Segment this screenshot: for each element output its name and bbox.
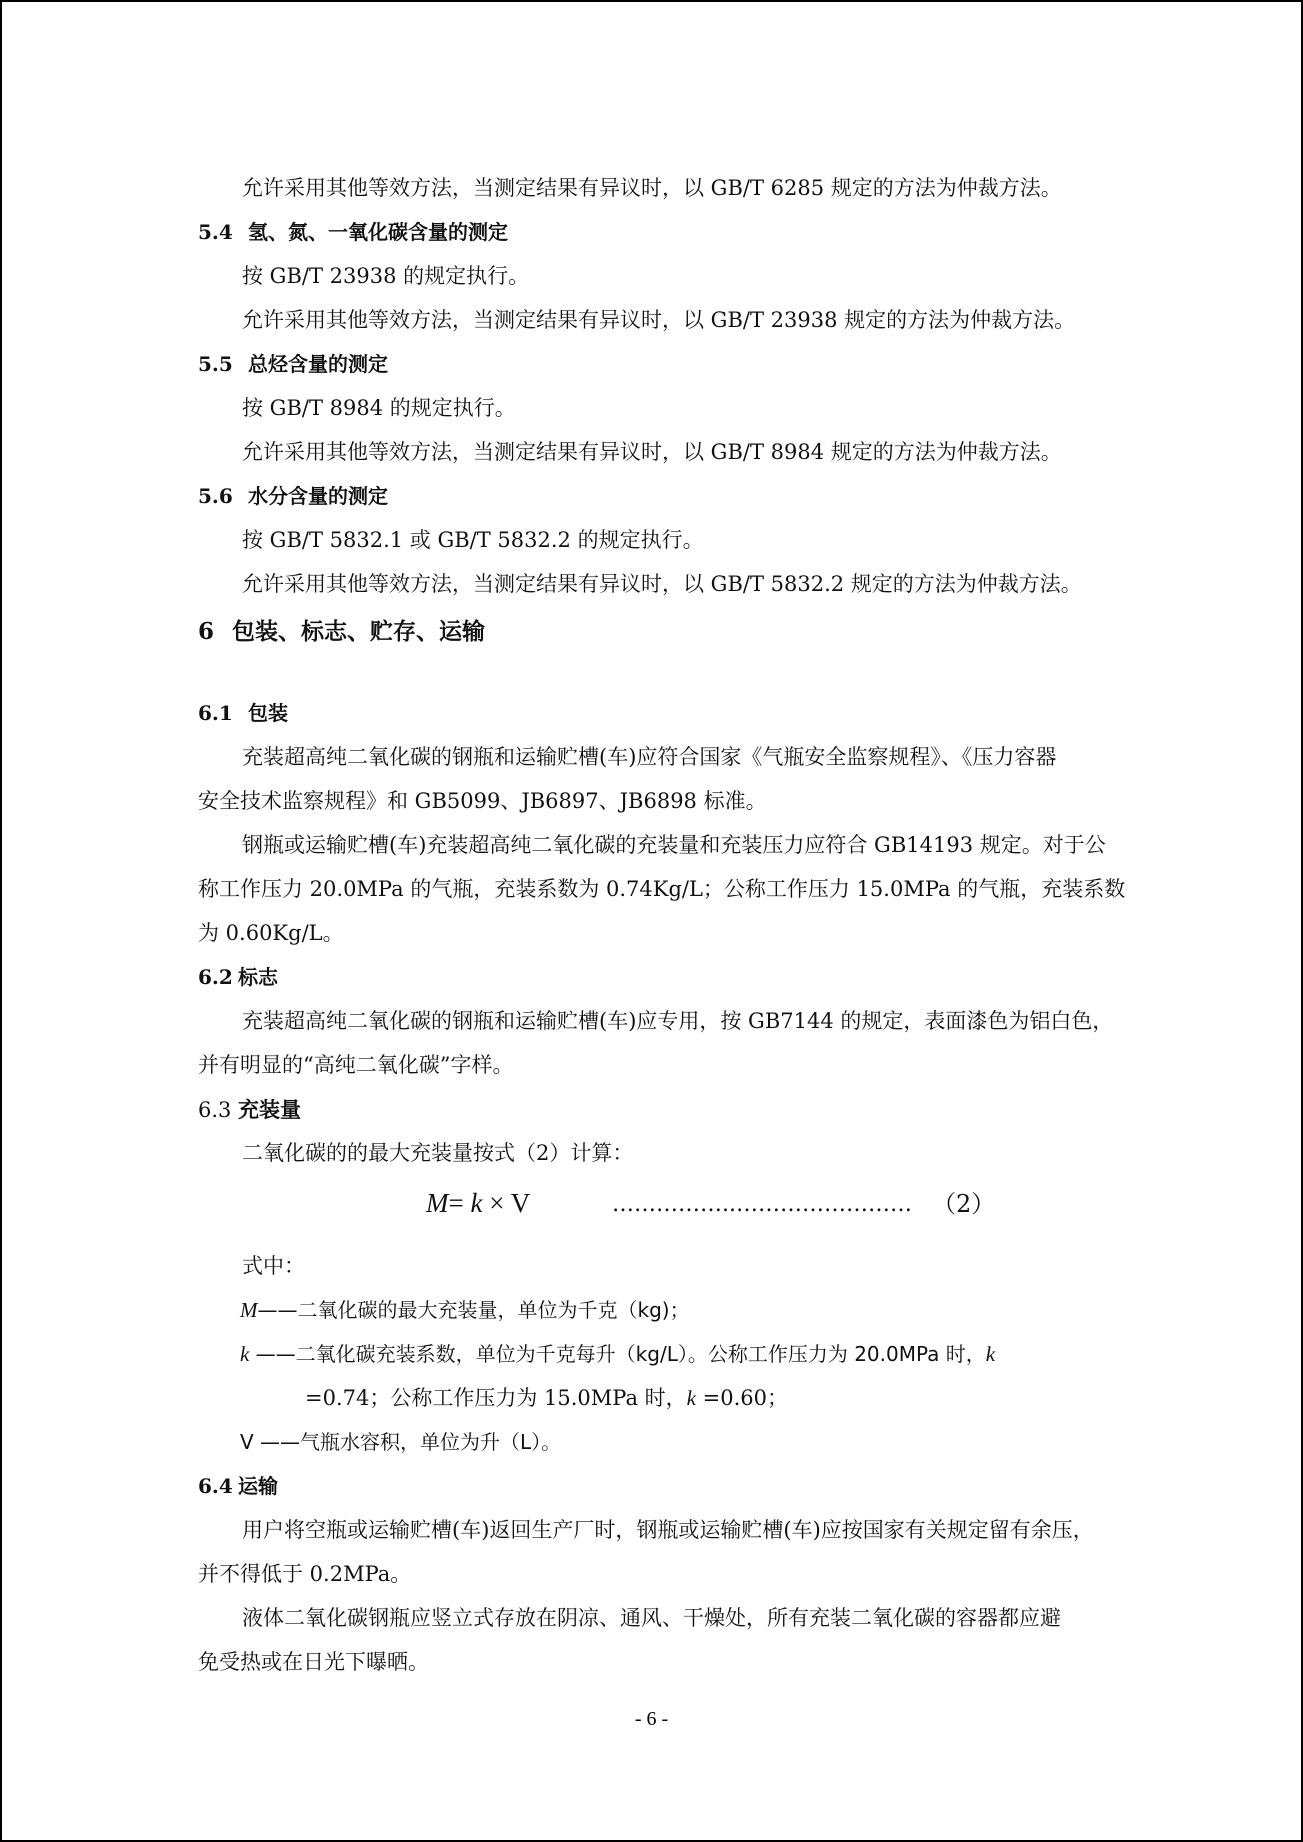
- def-var: k: [985, 1342, 996, 1366]
- def-var: M: [240, 1298, 258, 1322]
- section-number: 5.5: [198, 352, 233, 376]
- section-heading-5-6: [198, 486, 388, 506]
- def-text: ——二氧化碳充装系数，单位为千克每升（kg/L）。公称工作压力为 20.0MPa 时，: [249, 1342, 986, 1366]
- formula-rest: × V: [482, 1188, 531, 1218]
- section-heading-6: [198, 620, 485, 643]
- section-heading-5-5: [198, 354, 388, 374]
- section-title: 运输: [238, 1474, 278, 1498]
- text-line: 安全技术监察规程》和 GB5099、JB6897、JB6898 标准。: [198, 789, 767, 813]
- def-var: k: [240, 1342, 250, 1366]
- section-heading-6-1: [198, 703, 288, 723]
- text-line: 按 GB/T 8984 的规定执行。: [242, 396, 516, 420]
- section-title: 充装量: [238, 1097, 301, 1122]
- text-line: 称工作压力 20.0MPa 的气瓶，充装系数为 0.74Kg/L；公称工作压力 15.0MPa 的气瓶，充装系数: [198, 877, 1126, 901]
- text-line: 允许采用其他等效方法，当测定结果有异议时，以 GB/T 23938 规定的方法为仲裁方法。: [242, 308, 1076, 332]
- section-heading-6-3: [198, 1099, 301, 1121]
- section-number: 6.2: [198, 965, 233, 989]
- text-line: 用户将空瓶或运输贮槽(车)返回生产厂时，钢瓶或运输贮槽(车)应按国家有关规定留有余压，: [242, 1518, 1094, 1542]
- text-line: 液体二氧化碳钢瓶应竖立式存放在阴凉、通风、干燥处，所有充装二氧化碳的容器都应避: [242, 1606, 1061, 1630]
- section-number: 6.3: [198, 1098, 232, 1122]
- text-line: 免受热或在日光下曝晒。: [198, 1650, 429, 1674]
- section-heading-6-2: [198, 967, 278, 987]
- text-line: 按 GB/T 23938 的规定执行。: [242, 264, 530, 288]
- formula-var-m: M: [426, 1188, 449, 1218]
- section-heading-6-4: [198, 1476, 278, 1496]
- section-title: 总烃含量的测定: [248, 352, 388, 376]
- def-var: k: [686, 1386, 696, 1410]
- section-number: 6: [198, 618, 215, 645]
- text-line: 二氧化碳的的最大充装量按式（2）计算：: [242, 1141, 634, 1165]
- section-heading-5-4: [198, 222, 508, 242]
- page-number: - 6 -: [634, 1708, 669, 1730]
- formula-var-k: k: [470, 1188, 483, 1218]
- text-line: 允许采用其他等效方法，当测定结果有异议时，以 GB/T 6285 规定的方法为仲裁方法。: [242, 176, 1062, 200]
- def-text: =0.74；公称工作压力为 15.0MPa 时，: [305, 1386, 687, 1410]
- definition-k-cont: [305, 1388, 788, 1409]
- section-number: 6.1: [198, 701, 233, 725]
- section-number: 5.6: [198, 484, 233, 508]
- where-label: 式中：: [242, 1254, 305, 1278]
- text-line: 并有明显的“高纯二氧化碳”字样。: [198, 1053, 514, 1077]
- text-line: 允许采用其他等效方法，当测定结果有异议时，以 GB/T 5832.2 规定的方法为仲裁方法。: [242, 572, 1082, 596]
- text-line: 充装超高纯二氧化碳的钢瓶和运输贮槽(车)应专用，按 GB7144 的规定，表面漆色为铝白色，: [242, 1009, 1114, 1033]
- text-line: 钢瓶或运输贮槽(车)充装超高纯二氧化碳的充装量和充装压力应符合 GB14193 规定。对于公: [242, 833, 1106, 857]
- formula-number: （2）: [932, 1190, 996, 1218]
- formula-eq: =: [448, 1188, 471, 1218]
- section-number: 5.4: [198, 220, 233, 244]
- text-line: 允许采用其他等效方法，当测定结果有异议时，以 GB/T 8984 规定的方法为仲裁方法。: [242, 440, 1062, 464]
- formula-leader-dots: ……………..……………………: [612, 1192, 912, 1217]
- section-title: 包装: [248, 701, 288, 725]
- section-title: 氢、氮、一氧化碳含量的测定: [248, 220, 508, 244]
- text-line: 充装超高纯二氧化碳的钢瓶和运输贮槽(车)应符合国家《气瓶安全监察规程》、《压力容器: [242, 745, 1057, 769]
- text-line: 并不得低于 0.2MPa。: [198, 1562, 412, 1586]
- definition-k: [240, 1344, 995, 1365]
- text-line: 为 0.60Kg/L。: [198, 921, 344, 945]
- definition-m: [240, 1300, 690, 1321]
- section-title: 标志: [238, 965, 278, 989]
- def-text: =0.60；: [696, 1386, 789, 1410]
- formula: [426, 1188, 530, 1219]
- section-title: 水分含量的测定: [248, 484, 388, 508]
- section-title: 包装、标志、贮存、运输: [232, 618, 485, 645]
- text-line: 按 GB/T 5832.1 或 GB/T 5832.2 的规定执行。: [242, 528, 704, 552]
- def-text: ——二氧化碳的最大充装量，单位为千克（kg)；: [257, 1298, 690, 1322]
- definition-v: V ——气瓶水容积，单位为升（L）。: [240, 1430, 562, 1454]
- section-number: 6.4: [198, 1474, 233, 1498]
